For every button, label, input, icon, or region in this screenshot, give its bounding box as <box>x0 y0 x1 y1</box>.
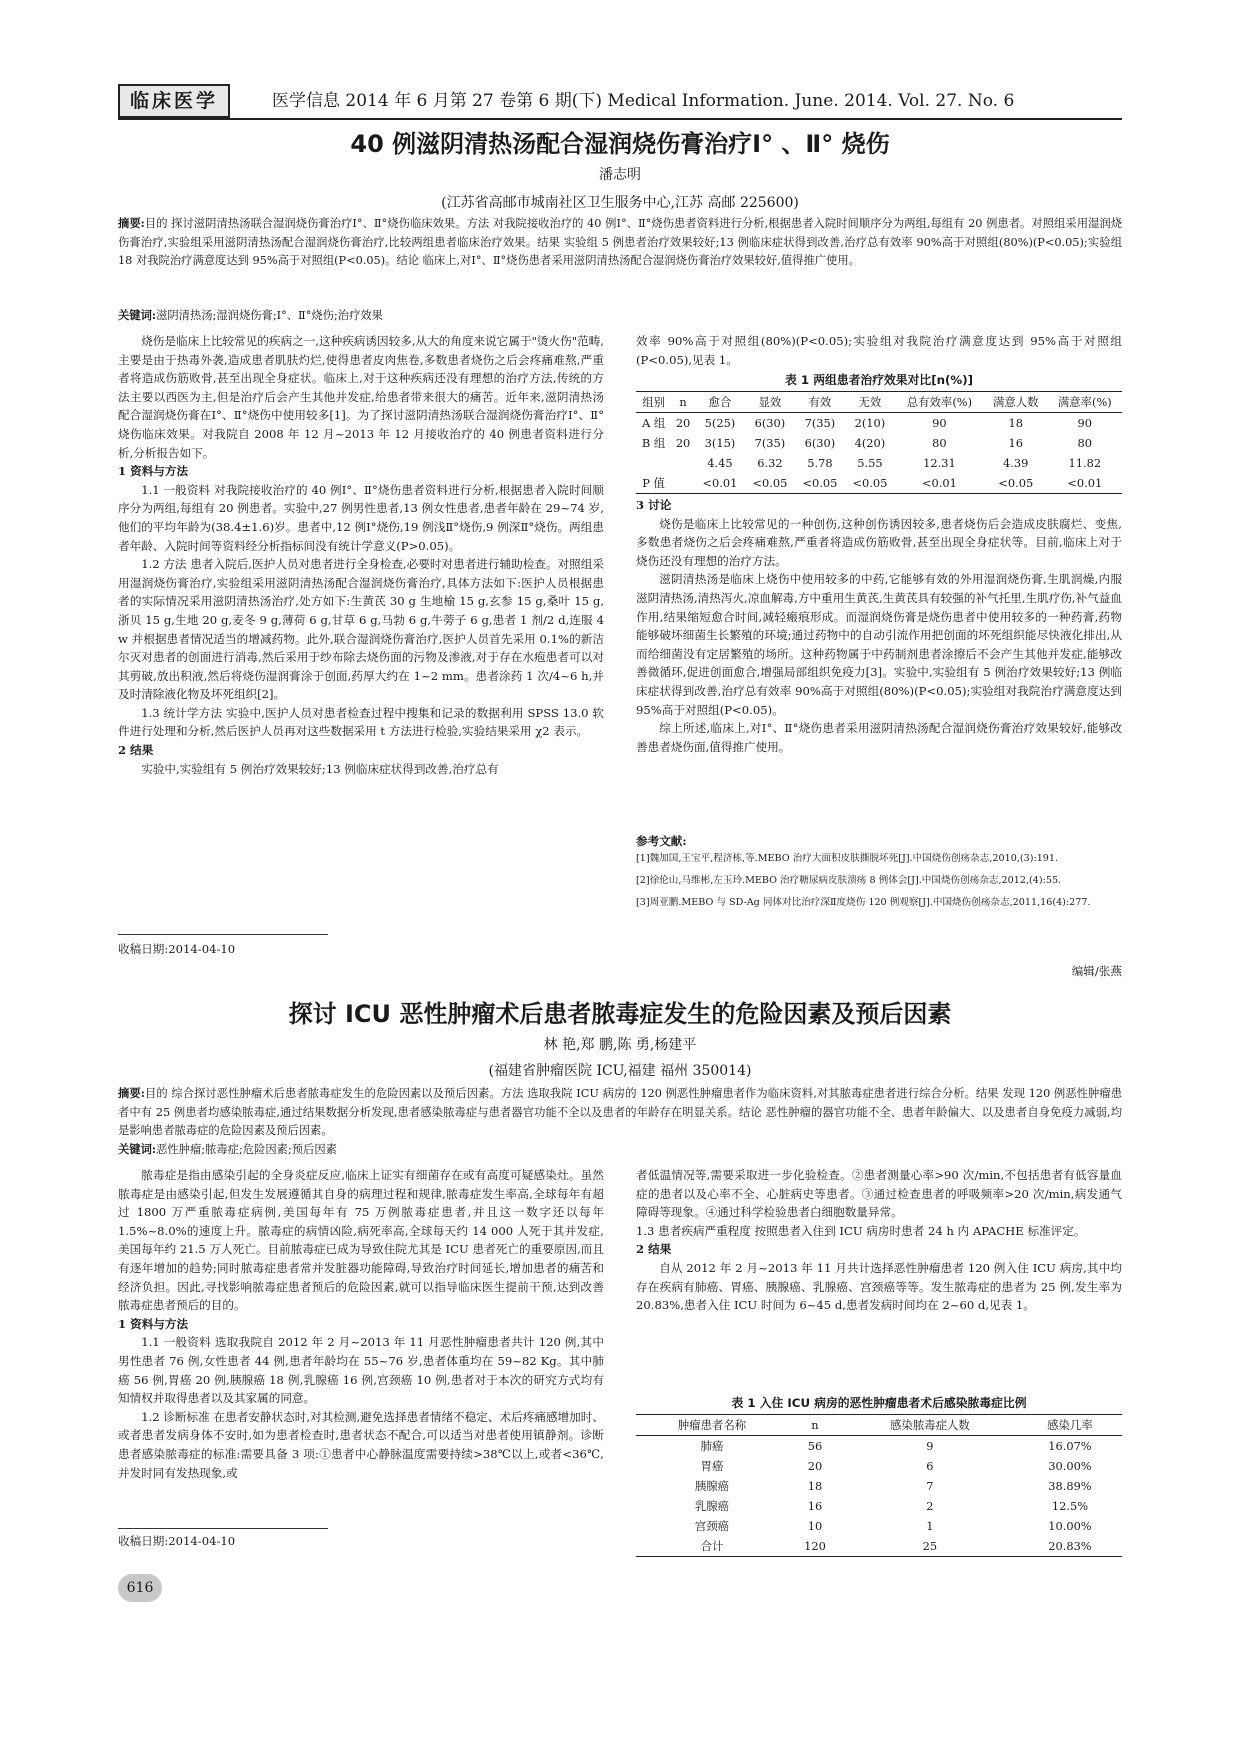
table-cell: <0.05 <box>802 476 838 490</box>
table-row <box>636 1476 1122 1496</box>
column-header: 总有效率(%) <box>895 392 984 413</box>
table-cell: 乳腺癌 <box>694 1499 730 1513</box>
received-rule-2 <box>118 1528 328 1529</box>
article1-right-column <box>636 496 1122 756</box>
table-cell: 56 <box>807 1439 823 1453</box>
section-heading: 3 讨论 <box>636 498 672 512</box>
table-row <box>636 1536 1122 1557</box>
reference-list <box>636 851 1122 911</box>
table-cell: 7(35) <box>754 436 786 450</box>
article2-received: 收稿日期:2014-04-10 <box>118 1534 236 1548</box>
article2-right-column <box>636 1166 1122 1315</box>
article2-title: 探讨 ICU 恶性肿瘤术后患者脓毒症发生的危险因素及预后因素 <box>288 1000 952 1028</box>
table-cell: B 组 <box>641 436 666 450</box>
table-cell: 90 <box>1077 416 1093 430</box>
table-cell: 80 <box>1077 436 1093 450</box>
table-cell: 12.31 <box>923 456 956 470</box>
table-cell: 胰腺癌 <box>694 1479 730 1493</box>
article2-keywords <box>118 1140 1122 1160</box>
column-header: 肿瘤患者名称 <box>636 1415 788 1436</box>
column-header: 满意人数 <box>984 392 1048 413</box>
article2-left-column <box>118 1166 604 1482</box>
keywords-text: 滋阴清热汤;湿润烧伤膏;Ⅰ°、Ⅱ°烧伤;治疗效果 <box>156 309 383 322</box>
table-cell: 6.32 <box>757 456 783 470</box>
table-cell: 5(25) <box>704 416 736 430</box>
table-cell: 6(30) <box>754 416 786 430</box>
article1-table <box>636 391 1122 494</box>
table-cell: 4.45 <box>707 456 733 470</box>
article1-affiliation: (江苏省高邮市城南社区卫生服务中心,江苏 高邮 225600) <box>441 195 799 211</box>
reference-item: [2]徐伦山,马维彬,左玉玲.MEBO 治疗糖尿病皮肤溃疡 8 例体会[J].中国烧伤创疡杂志,2012,(4):55. <box>636 874 1062 886</box>
table-cell: <0.05 <box>852 476 888 490</box>
table-cell: 合计 <box>700 1539 724 1553</box>
table-cell: 7(35) <box>804 416 836 430</box>
paragraph: 自从 2012 年 2 月~2013 年 11 月共计选择恶性肿瘤患者 120 例入住 ICU 病房,其中均存在疾病有肺癌、胃癌、胰腺癌、乳腺癌、宫颈癌等等。发生脓毒症的患者为 25 例,发生率为 20.83%,患者入住 ICU 时间为 6~45 d,患者发病时间均在 2~60 d,见表 1。 <box>636 1260 1122 1313</box>
table-cell: 20.83% <box>1048 1539 1092 1553</box>
table-row <box>636 433 1122 453</box>
article1-abstract <box>118 214 1122 271</box>
header-rule <box>118 118 1122 120</box>
section-heading: 1 资料与方法 <box>118 464 189 479</box>
table-cell: 宫颈癌 <box>694 1519 730 1533</box>
article2-author: 林 艳,郑 鹏,陈 勇,杨建平 <box>543 1037 697 1053</box>
table-header-row <box>636 392 1122 413</box>
table-cell: 4.39 <box>1003 456 1029 470</box>
table-cell: 2(10) <box>854 416 886 430</box>
table-row <box>636 413 1122 434</box>
references-label: 参考文献: <box>636 834 687 848</box>
article2-abstract <box>118 1084 1122 1141</box>
column-header: n <box>671 392 695 413</box>
table-cell <box>671 453 695 473</box>
paragraph: 1.1 一般资料 对我院接收治疗的 40 例Ⅰ°、Ⅱ°烧伤患者资料进行分析,根据患者入院时间顺序分为两组,每组有 20 例患者。实验中,27 例男性患者,13 例女性患者,患者年龄在 29~74 岁,他们的平均年龄为(38.4±1.6)岁。患者中,12 例Ⅰ°烧伤,19 例浅Ⅱ°烧伤,9 例深Ⅱ°烧伤。两组患者年龄、入院时间等资料经分析指标间没有统计学意义(P>0.05)。 <box>118 482 604 553</box>
keywords-label: 关键词: <box>118 308 157 322</box>
article1-author: 潘志明 <box>599 167 641 183</box>
table-cell: 16.07% <box>1048 1439 1092 1453</box>
paragraph: 滋阴清热汤是临床上烧伤中使用较多的中药,它能够有效的外用湿润烧伤膏,生肌润燥,内服滋阴清热汤,清热泻火,凉血解毒,方中重用生黄芪,生黄芪具有较强的补气托里,生肌疗伤,补气益血作用,结果缩短愈合时间,减轻瘢痕形成。而湿润烧伤膏是烧伤患者中使用较多的一种药膏,药物能够破坏细菌生长繁殖的环境;通过药物中的自动引流作用把创面的坏死组织能尽快液化排出,从而给细菌没有定居繁殖的场所。这种药物属于中药制剂患者涂擦后不会产生其他并发症,能够改善微循环,促进创面愈合,增强局部组织免疫力[3]。实验中,实验组有 5 例治疗效果较好;13 例临床症状得到改善,治疗总有效率 90%高于对照组(80%)(P<0.05);实验组对我院治疗满意度达到 95%高于对照组(P<0.05)。 <box>636 572 1122 717</box>
table-cell: 6 <box>926 1459 934 1473</box>
column-header: 显效 <box>745 392 795 413</box>
table-cell: 胃癌 <box>700 1459 724 1473</box>
article2-affiliation: (福建省肿瘤医院 ICU,福建 福州 350014) <box>488 1063 752 1079</box>
journal-line: 医学信息 2014 年 6 月第 27 卷第 6 期(下) Medical Information. June. 2014. Vol. 27. No. 6 <box>272 91 1015 111</box>
reference-item: [1]魏加国,王宝平,程济栋,等.MEBO 治疗大面积皮肤撕脱坏死[J].中国烧伤创疡杂志,2010,(3):191. <box>636 852 1059 864</box>
column-header: 组别 <box>636 392 671 413</box>
abstract-text: 目的 综合探讨恶性肿瘤术后患者脓毒症发生的危险因素以及预后因素。方法 选取我院 ICU 病房的 120 例恶性肿瘤患者作为临床资料,对其脓毒症患者进行综合分析。结果 发现 120 例恶性肿瘤患者中有 25 例患者均感染脓毒症,通过结果数据分析发现,患者感染脓毒症与患者器官功能不全以及患者的年龄存在明显关系。结论 恶性肿瘤的器官功能不全、患者年龄偏大、以及患者自身免疫力减弱,均是影响患者脓毒症的危险因素及预后因素。 <box>118 1087 1123 1137</box>
table-cell: 90 <box>932 416 947 430</box>
table-cell: 12.5% <box>1051 1499 1089 1513</box>
table-cell: <0.01 <box>702 476 738 490</box>
table-row <box>636 1516 1122 1536</box>
column-header: 有效 <box>795 392 845 413</box>
table-cell: A 组 <box>641 416 666 430</box>
table-cell: 20 <box>675 416 691 430</box>
article1-keywords <box>118 306 1122 326</box>
table-row <box>636 1456 1122 1476</box>
table-cell: 3(15) <box>704 436 736 450</box>
paragraph: 1.2 诊断标准 在患者安静状态时,对其检测,避免选择患者情绪不稳定、术后疼痛感增加时、或者患者发病身体不安时,如为患者检查时,患者状态不配合,可以适当对患者使用镇静剂。诊断患者感染脓毒症的标准:需要具备 3 项:①患者中心静脉温度需要持续>38℃以上,或者<36℃,并发时同有发热现象,或 <box>118 1409 604 1480</box>
table-cell <box>671 473 695 494</box>
paragraph: 1.3 统计学方法 实验中,医护人员对患者检查过程中搜集和记录的数据利用 SPSS 13.0 软件进行处理和分析,然后医护人员再对这些数据采用 t 方法进行检验,实验结果采用 χ2 表示。 <box>118 705 604 739</box>
section-heading: 2 结果 <box>636 1242 672 1257</box>
table-cell: 6(30) <box>804 436 836 450</box>
column-header: 感染脓毒症人数 <box>842 1415 1018 1436</box>
table-cell: 7 <box>926 1479 934 1493</box>
table-row <box>636 1496 1122 1516</box>
table-cell: <0.05 <box>752 476 788 490</box>
paragraph: 者低温情况等,需要采取进一步化验检查。②患者测量心率>90 次/min,不包括患者有低容量血症的患者以及心率不全、心脏病史等患者。③通过检查患者的呼吸频率>20 次/min,病发通气障碍等现象。④通过科学检验患者白细胞数量异常。 <box>636 1168 1122 1220</box>
table-cell: <0.01 <box>1067 476 1103 490</box>
references <box>636 832 1122 917</box>
table-cell: 20 <box>807 1459 823 1473</box>
column-header: 愈合 <box>695 392 745 413</box>
table-cell: 120 <box>804 1539 826 1553</box>
table-cell: 16 <box>807 1499 823 1513</box>
received-rule <box>118 934 328 935</box>
column-header: 无效 <box>845 392 895 413</box>
table-cell: 5.78 <box>807 456 833 470</box>
paragraph: 烧伤是临床上比较常见的一种创伤,这种创伤诱因较多,患者烧伤后会造成皮肤腐烂、变焦,多数患者烧伤之后会疼痛难熬,严重者将造成伤筋败骨,甚至出现全身症状等。目前,临床上对于烧伤还没有理想的治疗方法。 <box>636 516 1122 568</box>
paragraph: 烧伤是临床上比较常见的疾病之一,这种疾病诱因较多,从大的角度来说它属于"烫火伤"范畴,主要是由于热毒外袭,造成患者肌肤灼烂,使得患者皮肉焦卷,多数患者烧伤之后会疼痛难熬,严重者将造成伤筋败骨,甚至出现全身症状。临床上,对于这种疾病还没有理想的治疗方法,传统的方法主要以西医为主,但是治疗后会产生其他并发症,给患者带来很大的痛苦。近年来,滋阴清热汤配合湿润烧伤膏在Ⅰ°、Ⅱ°烧伤中使用较多[1]。为了探讨滋阴清热汤联合湿润烧伤膏治疗Ⅰ°、Ⅱ°烧伤临床效果。对我院自 2008 年 12 月~2013 年 12 月接收治疗的 40 例患者资料进行分析,分析报告如下。 <box>118 334 604 460</box>
table-cell <box>636 453 671 473</box>
column-header: 满意率(%) <box>1048 392 1122 413</box>
section-heading: 1 资料与方法 <box>118 1316 189 1331</box>
table-cell: 16 <box>1008 436 1023 450</box>
table-cell: 18 <box>807 1479 823 1493</box>
article1-received: 收稿日期:2014-04-10 <box>118 942 236 956</box>
paragraph: 1.2 方法 患者入院后,医护人员对患者进行全身检查,必要时对患者进行辅助检查。对照组采用湿润烧伤膏治疗,实验组采用滋阴清热汤配合湿润烧伤膏治疗,具体方法如下:医护人员根据患者的实际情况采用滋阴清热汤治疗,处方如下:生黄芪 30 g 生地榆 15 g,玄参 15 g,桑叶 15 g,浙贝 15 g,生地 20 g,麦冬 9 g,薄荷 6 g,甘草 6 g,马勃 6 g,牛蒡子 6 g,患者 1 剂/2 d,连服 4 w 并根据患者情况适当的增减药物。此外,联合湿润烧伤膏治疗,医护人员首先采用 0.1%的新洁尔灭对患者的创面进行消毒,然后采用于纱布除去烧伤面的污物及渗液,对于存在水疱患者可以对其剪破,放出积液,然后将烧伤湿润膏涂于创面,药厚大约在 1~2 mm。患者涂药 1 次/4~6 h,并及时清除液化物及坏死组织[2]。 <box>118 557 604 702</box>
table1-caption: 表 1 两组患者治疗效果对比[n(%)] <box>785 373 973 387</box>
table-cell: 38.89% <box>1048 1479 1092 1493</box>
paragraph: 1.1 一般资料 选取我院自 2012 年 2 月~2013 年 11 月恶性肿瘤患者共计 120 例,其中男性患者 76 例,女性患者 44 例,患者年龄均在 55~76 岁,患者体重均在 59~82 Kg。其中肺癌 56 例,胃癌 20 例,胰腺癌 18 例,乳腺癌 16 例,宫颈癌 10 例,患者对于本次的研究方式均有知情权并取得患者以及其家属的同意。 <box>118 1335 604 1406</box>
article1-title: 40 例滋阴清热汤配合湿润烧伤膏治疗Ⅰ° 、Ⅱ° 烧伤 <box>350 130 890 158</box>
reference-item: [3]周亚鹏.MEBO 与 SD-Ag 同体对比治疗深Ⅱ度烧伤 120 例观察[J].中国烧伤创疡杂志,2011,16(4):277. <box>636 896 1091 908</box>
table-cell: <0.05 <box>998 476 1034 490</box>
section-heading: 2 结果 <box>118 743 154 758</box>
column-header: n <box>788 1415 842 1436</box>
table-header-row <box>636 1415 1122 1436</box>
editor-note: 编辑/张燕 <box>1071 964 1122 978</box>
section-label: 临床医学 <box>118 84 230 118</box>
table-row <box>636 473 1122 494</box>
table-cell: 2 <box>926 1499 934 1513</box>
table-cell: 10 <box>807 1519 823 1533</box>
paragraph: 1.3 患者疾病严重程度 按照患者入住到 ICU 病房时患者 24 h 内 APACHE 标准评定。 <box>636 1223 1086 1238</box>
table-cell: 肺癌 <box>700 1439 724 1453</box>
table-cell: 18 <box>1008 416 1023 430</box>
keywords-label: 关键词: <box>118 1142 157 1156</box>
table-cell: P 值 <box>642 476 665 490</box>
table-cell: 80 <box>932 436 947 450</box>
table-cell: 20 <box>675 436 691 450</box>
table-cell: 11.82 <box>1068 456 1102 470</box>
table-cell: 30.00% <box>1048 1459 1092 1473</box>
column-header: 感染几率 <box>1018 1415 1122 1436</box>
abstract-label: 摘要: <box>118 216 145 230</box>
paragraph: 脓毒症是指由感染引起的全身炎症反应,临床上证实有细菌存在或有高度可疑感染灶。虽然脓毒症是由感染引起,但发生发展遵循其自身的病理过程和规律,脓毒症发生率高,全球每年有超过 1800 万严重脓毒症病例,美国每年有 75 万例脓毒症患者,并且这一数字还以每年 1.5%~8.0%的速度上升。脓毒症的病情凶险,病死率高,全球每天约 14 000 人死于其并发症,美国每年约 21.5 万人死亡。目前脓毒症已成为导致住院尤其是 ICU 患者死亡的重要原因,而且有逐年增加的趋势;同时脓毒症患者常并发脏器功能障碍,导致治疗时间延长,增加患者的痛苦和经济负担。因此,寻找影响脓毒症患者预后的危险因素,就可以指导临床医生提前干预,达到改善脓毒症患者预后的目的。 <box>118 1168 604 1313</box>
abstract-text: 目的 探讨滋阴清热汤联合湿润烧伤膏治疗Ⅰ°、Ⅱ°烧伤临床效果。方法 对我院接收治疗的 40 例Ⅰ°、Ⅱ°烧伤患者资料进行分析,根据患者入院时间顺序分为两组,每组有 20 例患者。对照组采用湿润烧伤膏治疗,实验组采用滋阴清热汤配合湿润烧伤膏治疗,比较两组患者临床治疗效果。结果 实验组 5 例患者治疗效果较好;13 例临床症状得到改善,治疗总有效率 90%高于对照组(80%)(P<0.05);实验组 18 对我院治疗满意度达到 95%高于对照组(P<0.05)。结论 临床上,对Ⅰ°、Ⅱ°烧伤患者采用滋阴清热汤配合湿润烧伤膏治疗效果较好,值得推广使用。 <box>118 217 1122 267</box>
table2-caption: 表 1 入住 ICU 病房的恶性肿瘤患者术后感染脓毒症比例 <box>731 1396 1027 1410</box>
paragraph: 实验中,实验组有 5 例治疗效果较好;13 例临床症状得到改善,治疗总有 <box>141 761 499 776</box>
table-cell: 5.55 <box>857 456 883 470</box>
paragraph: 综上所述,临床上,对Ⅰ°、Ⅱ°烧伤患者采用滋阴清热汤配合湿润烧伤膏治疗效果较好,能够改善患者烧伤面,值得推广使用。 <box>636 721 1122 754</box>
table-row <box>636 453 1122 473</box>
abstract-label: 摘要: <box>118 1086 145 1100</box>
article2-table <box>636 1414 1122 1557</box>
table-cell: 10.00% <box>1048 1519 1092 1533</box>
table-cell: 1 <box>926 1519 934 1533</box>
keywords-text: 恶性肿瘤;脓毒症;危险因素;预后因素 <box>156 1143 337 1156</box>
table-cell: 4(20) <box>854 436 886 450</box>
table-cell: 9 <box>926 1439 934 1453</box>
table-cell: 25 <box>922 1539 938 1553</box>
table-row <box>636 1436 1122 1457</box>
article1-left-column <box>118 332 604 778</box>
table-cell: <0.01 <box>921 476 957 490</box>
page-number: 616 <box>118 1574 162 1602</box>
article1-right-top: 效率 90%高于对照组(80%)(P<0.05);实验组对我院治疗满意度达到 95%高于对照组(P<0.05),见表 1。 <box>636 334 1122 367</box>
